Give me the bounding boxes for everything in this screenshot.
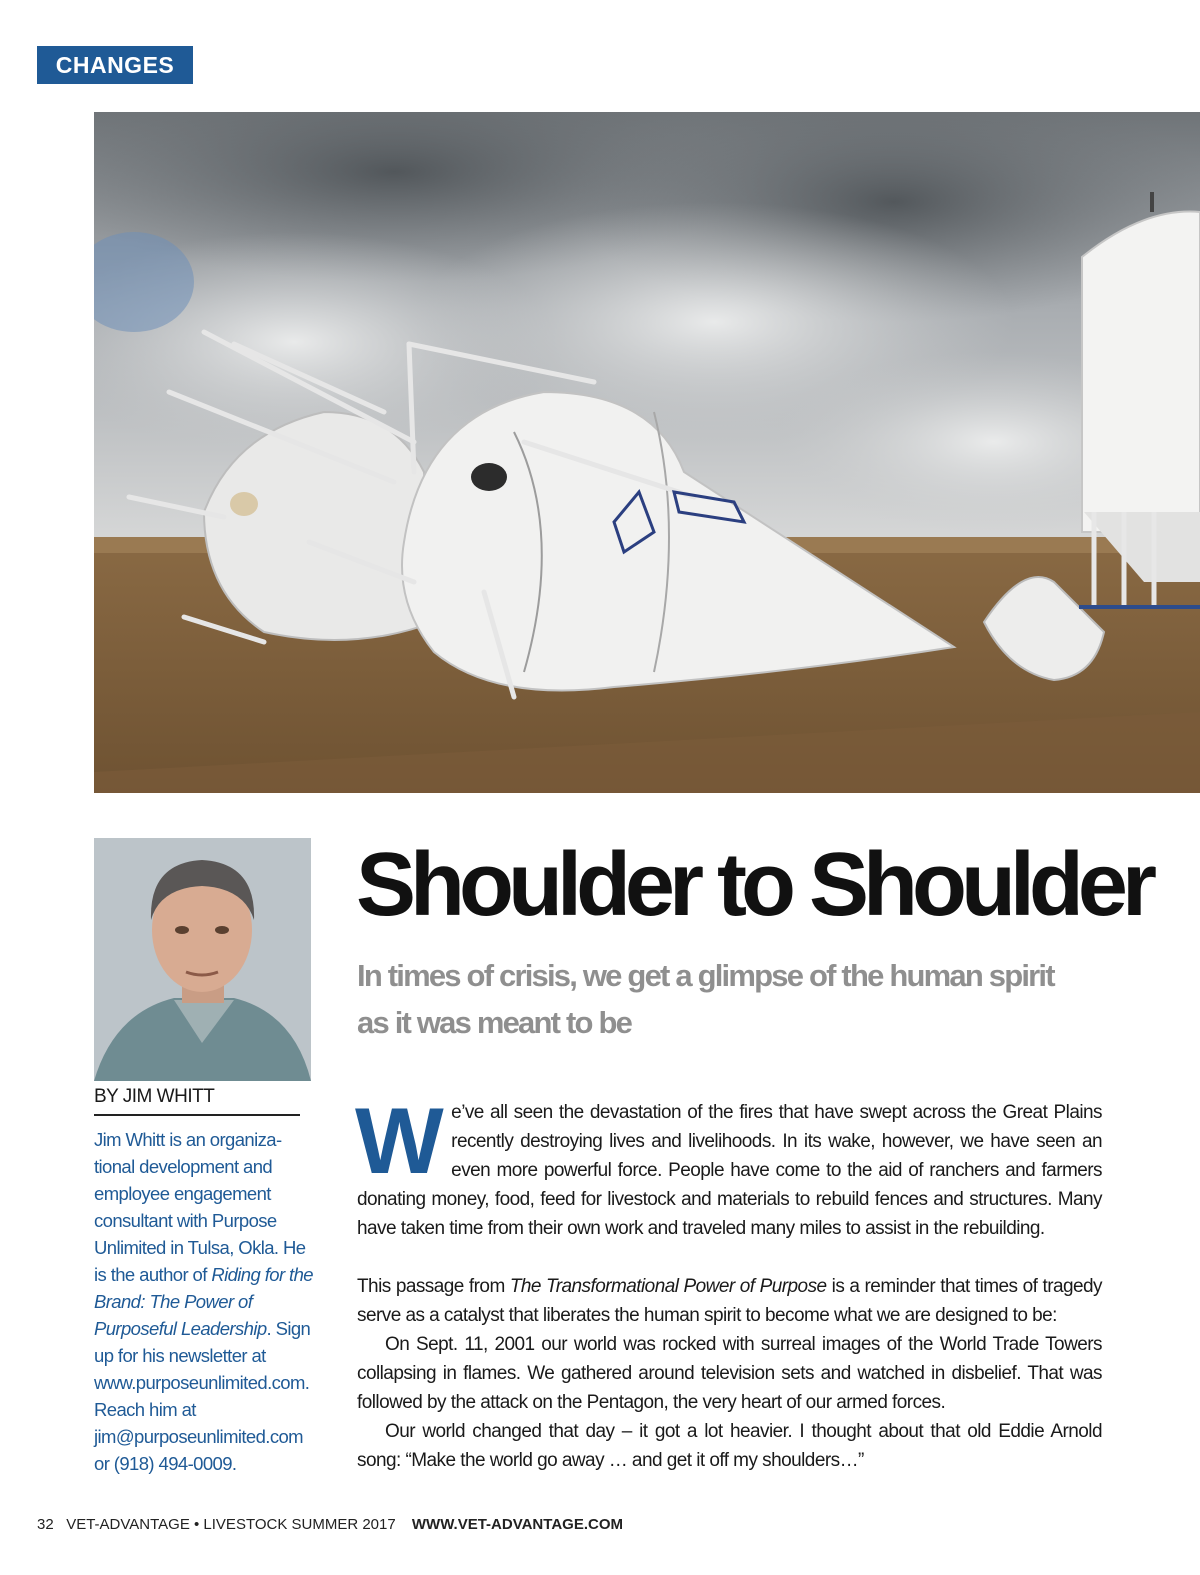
- hero-photo-collapsed-silos: [94, 112, 1200, 793]
- deck-line-1: In times of crisis, we get a glimpse of the human spirit: [357, 958, 1054, 993]
- body-paragraph-2-tail: is a reminder that times of tragedy serve as a catalyst that liberates the human spirit to become what we are designed to be:: [357, 1276, 1102, 1326]
- body-paragraph-4: Our world changed that day – it got a lot heavier. I thought about that old Eddie Arnold song: “Make the world go away … and get it off my shoulders…”: [357, 1421, 1102, 1471]
- bio-text: Jim Whitt is an organiza-tional development and employee engagement consultant with Purpose Unlimited in Tulsa, Okla. He is the author of: [94, 1129, 306, 1285]
- page-number: 32: [37, 1516, 54, 1533]
- author-bio: [94, 1126, 314, 1477]
- author-portrait: [94, 838, 311, 1081]
- page-footer: [37, 1516, 623, 1533]
- headline: Shoulder to Shoulder: [356, 835, 1151, 935]
- publication-name: VET-ADVANTAGE • LIVESTOCK SUMMER 2017: [66, 1516, 396, 1533]
- body-book-title: The Transformational Power of Purpose: [509, 1276, 827, 1297]
- bio-contact: . Sign up for his newsletter at www.purposeunlimited.com. Reach him at jim@purposeunlimited.com or (918) 494-0009.: [94, 1318, 311, 1474]
- article-body: [355, 1088, 1102, 1475]
- section-tag: CHANGES: [37, 46, 193, 84]
- drop-cap: W: [355, 1088, 444, 1193]
- body-paragraph-1: [355, 1088, 1102, 1243]
- body-paragraph-3: On Sept. 11, 2001 our world was rocked with surreal images of the World Trade Towers collapsing in flames. We gathered around television sets and watched in disbelief. That was followed by the attack on the Pentagon, the very heart of our armed forces.: [357, 1334, 1102, 1413]
- body-paragraph-2-lead: This passage from: [357, 1276, 510, 1297]
- website-link[interactable]: WWW.VET-ADVANTAGE.COM: [411, 1516, 623, 1533]
- bio-book-title: Riding for the Brand: The Power of Purposeful Leadership: [94, 1264, 313, 1339]
- deck-line-2: as it was meant to be: [357, 1005, 632, 1040]
- body-paragraph-1-text: e’ve all seen the devastation of the fires that have swept across the Great Plains recently destroying lives and livelihoods. In its wake, however, we have seen an even more powerful force. People have come to the aid of ranchers and farmers donating money, food, feed for livestock and materials to rebuild fences and structures. Many have taken time from their own work and traveled many miles to assist in the rebuilding.: [357, 1102, 1102, 1239]
- body-paragraph-2: [357, 1272, 1102, 1330]
- deck: [357, 952, 1077, 1046]
- byline: BY JIM WHITT: [94, 1086, 300, 1116]
